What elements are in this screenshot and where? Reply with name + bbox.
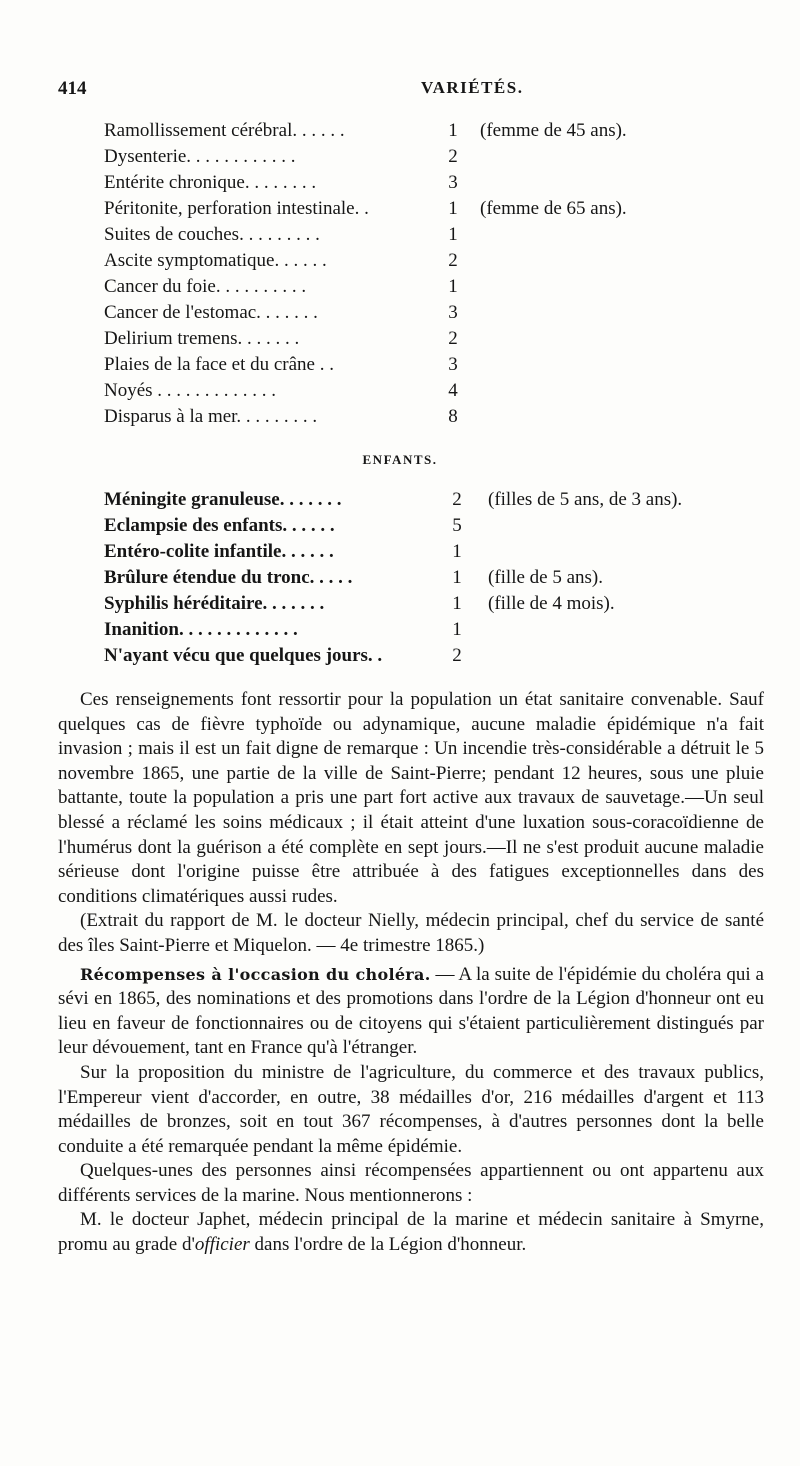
cause-count: 1 [452, 619, 462, 640]
cause-count: 1 [452, 567, 462, 588]
cause-row [104, 222, 784, 248]
cause-count: 1 [452, 541, 462, 562]
cause-count: 2 [448, 146, 458, 167]
cause-label: Méningite granuleuse. . . . . . . [104, 489, 342, 510]
cause-row [104, 118, 784, 144]
cause-count: 2 [448, 328, 458, 349]
cause-label: N'ayant vécu que quelques jours. . [104, 645, 383, 666]
cause-row [104, 274, 784, 300]
cause-note: (filles de 5 ans, de 3 ans). [488, 489, 683, 510]
cause-label: Ascite symptomatique. . . . . . [104, 250, 327, 271]
cause-row [104, 404, 784, 430]
cause-count: 5 [452, 515, 462, 536]
cause-label: Cancer de l'estomac. . . . . . . [104, 302, 318, 323]
cause-row [104, 170, 784, 196]
cause-label: Disparus à la mer. . . . . . . . . [104, 406, 318, 427]
cholera-rewards-heading: Récompenses à l'occasion du choléra. [80, 964, 431, 984]
paragraph-cholera-rewards [58, 963, 764, 1061]
cause-label: Cancer du foie. . . . . . . . . . [104, 276, 307, 297]
paragraph-medals: Sur la proposition du ministre de l'agriculture, du commerce et des travaux publics, l'Empereur vient d'accorder, en outre, 38 médailles d'or, 216 médailles d'argent et 113 médailles de bronzes, soit en tout 367 récompenses, à d'autres personnes dont la belle conduite a été remarquée pendant la même épidémie. [58, 1061, 764, 1157]
report-text [58, 688, 764, 1258]
cause-row [104, 196, 784, 222]
cause-row [104, 326, 784, 352]
cause-count: 1 [448, 120, 458, 141]
cause-note: (femme de 65 ans). [480, 198, 627, 219]
cause-count: 1 [448, 198, 458, 219]
cause-row [104, 539, 784, 565]
cause-label: Entérite chronique. . . . . . . . [104, 172, 317, 193]
cause-note: (fille de 4 mois). [488, 593, 615, 614]
cause-count: 1 [448, 276, 458, 297]
cause-row [104, 300, 784, 326]
cause-row [104, 617, 784, 643]
cause-note: (fille de 5 ans). [488, 567, 604, 588]
cause-row [104, 352, 784, 378]
running-title: VARIÉTÉS. [421, 78, 524, 97]
cause-count: 4 [448, 380, 458, 401]
cholera-rewards-text: — A la suite de l'épidémie du choléra qui a sévi en 1865, des nominations et des promotions dans l'ordre de la Légion d'honneur ont eu lieu en faveur de fonctionnaires ou de citoyens qui s'étaient particulièrement distingués par leur dévouement, tant en France qu'à l'étranger. [58, 963, 764, 1059]
children-deaths-table [104, 487, 784, 669]
cause-label: Eclampsie des enfants. . . . . . [104, 515, 335, 536]
cause-row [104, 378, 784, 404]
children-heading: ENFANTS. [362, 452, 438, 467]
cause-label: Brûlure étendue du tronc. . . . . [104, 567, 353, 588]
page-header [58, 78, 758, 102]
cause-label: Syphilis héréditaire. . . . . . . [104, 593, 325, 614]
cause-count: 2 [452, 645, 462, 666]
cause-label: Péritonite, perforation intestinale. . [104, 198, 369, 219]
cause-label: Noyés . . . . . . . . . . . . . [104, 380, 277, 401]
cause-count: 3 [448, 354, 458, 375]
paragraph-source-note: (Extrait du rapport de M. le docteur Nielly, médecin principal, chef du service de santé des îles Saint-Pierre et Miquelon. — 4e trimestre 1865.) [58, 910, 764, 956]
cause-row [104, 643, 784, 669]
cause-note: (femme de 45 ans). [480, 120, 627, 141]
cause-count: 2 [452, 489, 462, 510]
cause-label: Inanition. . . . . . . . . . . . . [104, 619, 298, 640]
cause-label: Delirium tremens. . . . . . . [104, 328, 300, 349]
cause-count: 1 [448, 224, 458, 245]
japhet-text-end: dans l'ordre de la Légion d'honneur. [249, 1234, 527, 1256]
paragraph-sanitary-state: Ces renseignements font ressortir pour la population un état sanitaire convenable. Sauf quelques cas de fièvre typhoïde ou adynamique, aucune maladie épidémique n'a fait invasion ; mais il est un fait digne de remarque : Un incendie très-considérable a détruit le 5 novembre 1865, une partie de la ville de Saint-Pierre; pendant 12 heures, sous une pluie battante, toute la population a pris une part fort active aux travaux de sauvetage.—Un seul blessé a réclamé les soins médicaux ; il était atteint d'une luxation sous-coracoïdienne de l'humérus dont la guérison a été complète en sept jours.—Il ne s'est produit aucune maladie sérieuse dont l'origine puisse être attribuée à des fatigues exceptionnelles dans des conditions climatériques aussi rudes. [58, 689, 764, 907]
cause-label: Plaies de la face et du crâne . . [104, 354, 334, 375]
paragraph-navy-recipients: Quelques-unes des personnes ainsi récompensées appartiennent ou ont appartenu aux différents services de la marine. Nous mentionnerons : [58, 1160, 764, 1206]
cause-label: Suites de couches. . . . . . . . . [104, 224, 320, 245]
japhet-text-start: M. le docteur Japhet, médecin principal de la marine et médecin sanitaire à Smyrne, promu au grade d' [58, 1209, 764, 1256]
page-number: 414 [58, 78, 87, 99]
cause-row [104, 513, 784, 539]
paragraph-japhet [58, 1208, 764, 1257]
cause-row [104, 565, 784, 591]
cause-count: 1 [452, 593, 462, 614]
cause-label: Dysenterie. . . . . . . . . . . . [104, 146, 296, 167]
cause-label: Entéro-colite infantile. . . . . . [104, 541, 334, 562]
adult-deaths-table [104, 118, 784, 430]
japhet-rank: officier [194, 1234, 250, 1256]
cause-label: Ramollissement cérébral. . . . . . [104, 120, 345, 141]
cause-count: 2 [448, 250, 458, 271]
cause-count: 8 [448, 406, 458, 427]
cause-row [104, 144, 784, 170]
cause-row [104, 487, 784, 513]
cause-count: 3 [448, 172, 458, 193]
cause-row [104, 591, 784, 617]
cause-count: 3 [448, 302, 458, 323]
cause-row [104, 248, 784, 274]
